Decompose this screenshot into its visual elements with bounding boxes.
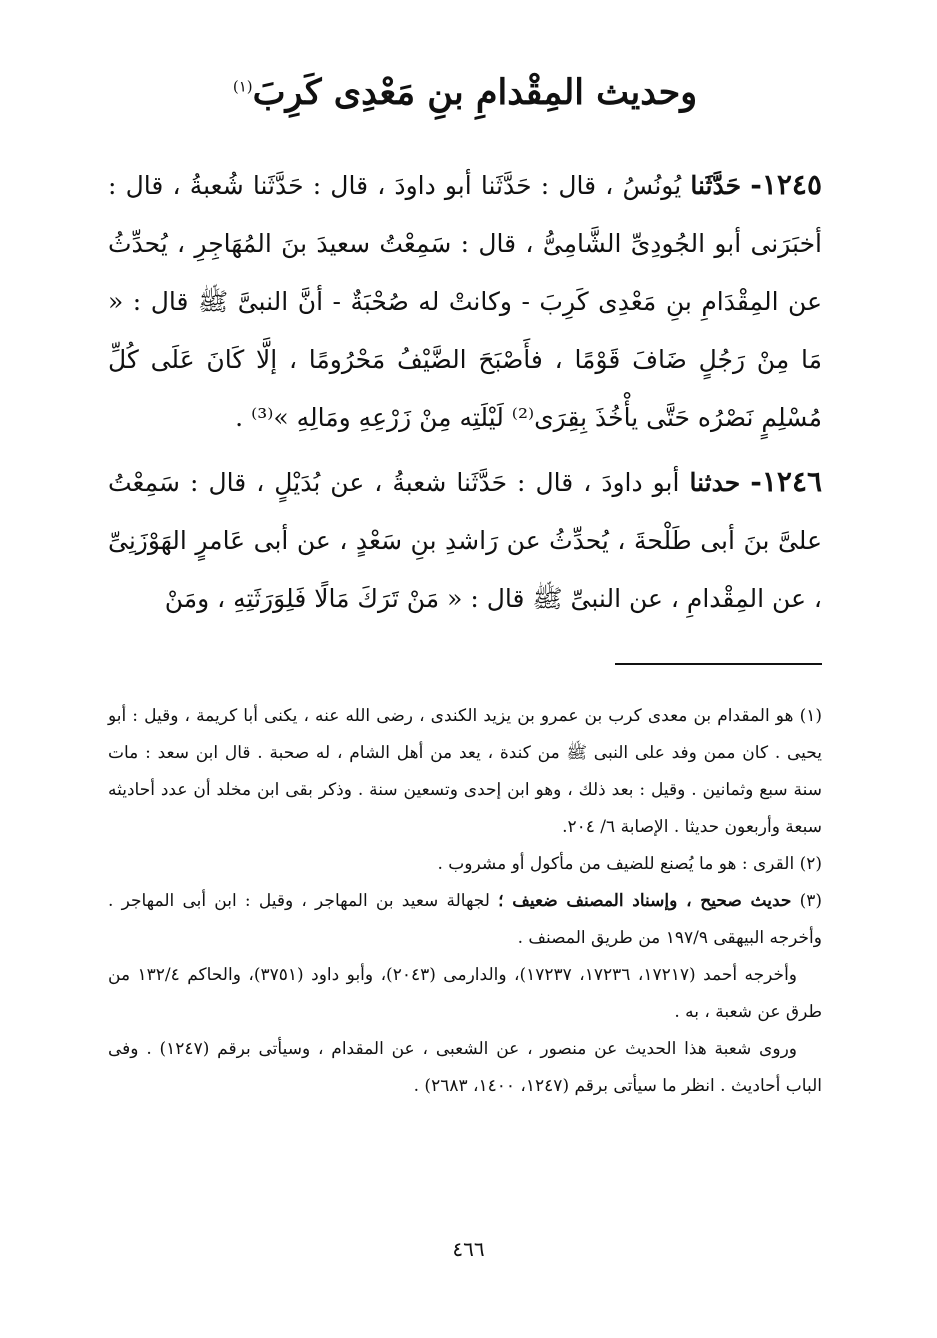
page-number: ٤٦٦: [452, 1237, 485, 1261]
hadith-text: أبو داودَ ، قال : حَدَّثَنا شعبةُ ، عن بُدَيْلٍ ، قال : سَمِعْتُ علىَّ بنَ أبى طَلْحةَ ، يُحدِّثُ عن رَاشدِ بنِ سَعْدٍ ، عن أبى عَامرٍ الهَوْزَنِىِّ ، عن المِقْدامِ ، عن النبىِّ ﷺ قال : « مَنْ تَرَكَ مَالًا فَلِوَرَثَتِهِ ، ومَنْ: [108, 467, 822, 613]
hadith-lead: حَدَّثَنا: [690, 170, 742, 200]
footnote-3-marker: (٣): [799, 891, 823, 911]
footnote-divider: [615, 663, 822, 665]
footnote-1: (١) هو المقدام بن معدى كرب بن عمرو بن يزيد الكندى ، رضى الله عنه ، يكنى أبا كريمة ، وقيل : أبو يحيى . كان ممن وفد على النبى ﷺ من كندة ، يعد من أهل الشام ، له صحبة . قال ابن سعد : مات سنة سبع وثمانين . وقيل : بعد ذلك ، وهو ابن إحدى وتسعين سنة . وذكر بقى ابن مخلد أن عدد أحاديثه سبعة وأربعون حديثا . الإصابة ٦/ ٢٠٤.: [108, 706, 822, 837]
hadith-number: ١٢٤٦-: [750, 464, 823, 498]
title-footnote-marker: (١): [232, 77, 253, 96]
hadith-text: يُونُسُ ، قال : حَدَّثَنا أبو داودَ ، قال : حَدَّثَنا شُعبةُ ، قال : أخبَرَنى أبو الجُودِىِّ الشَّامِىُّ ، قال : سَمِعْتُ سعيدَ بنَ المُهَاجِرِ ، يُحدِّثُ عن المِقْدَامِ بنِ مَعْدِى كَرِبَ - وكانتْ له صُحْبَةٌ - أنَّ النبىَّ ﷺ قال : « مَا مِنْ رَجُلٍ ضَافَ قَوْمًا ، فأَصْبَحَ الضَّيْفُ مَحْرُومًا ، إلَّا كَانَ عَلَى كُلِّ مُسْلِمٍ نَصْرُه حَتَّى يأْخُذَ بِقِرَى⁽²⁾ لَيْلَتِه مِنْ زَرْعِهِ ومَالِهِ »⁽³⁾ .: [108, 170, 822, 432]
footnote-3: [108, 883, 822, 957]
hadith-1246: [108, 453, 822, 628]
footnote-3-grading: حديث صحيح ، وإسناد المصنف ضعيف ؛: [498, 891, 792, 911]
hadith-number: ١٢٤٥-: [750, 167, 822, 201]
footnote-3-text: لجهالة سعيد بن المهاجر ، وقيل : ابن أبى المهاجر . وأخرجه البيهقى ١٩٧/٩ من طريق المصنف .: [108, 891, 822, 948]
chapter-title: [108, 70, 822, 116]
footnote-2: (٢) القرى : هو ما يُصنع للضيف من مأكول أو مشروب .: [437, 854, 822, 874]
hadith-1245: [108, 156, 822, 447]
hadith-lead: حدثنا: [689, 467, 741, 497]
footnote-3-related: وروى شعبة هذا الحديث عن منصور ، عن الشعبى ، عن المقدام ، وسيأتى برقم (١٢٤٧) . وفى الباب أحاديث . انظر ما سيأتى برقم (١٢٤٧، ١٤٠٠، ٢٦٨٣) .: [108, 1039, 822, 1096]
footnote-3-sources: وأخرجه أحمد (١٧٢١٧، ١٧٢٣٦، ١٧٢٣٧)، والدارمى (٢٠٤٣)، وأبو داود (٣٧٥١)، والحاكم ١٣٢/٤ من طرق عن شعبة ، به .: [108, 965, 822, 1022]
footnotes: [108, 698, 822, 1105]
chapter-title-text: وحديث المِقْدامِ بنِ مَعْدِى كَرِبَ: [252, 72, 698, 113]
